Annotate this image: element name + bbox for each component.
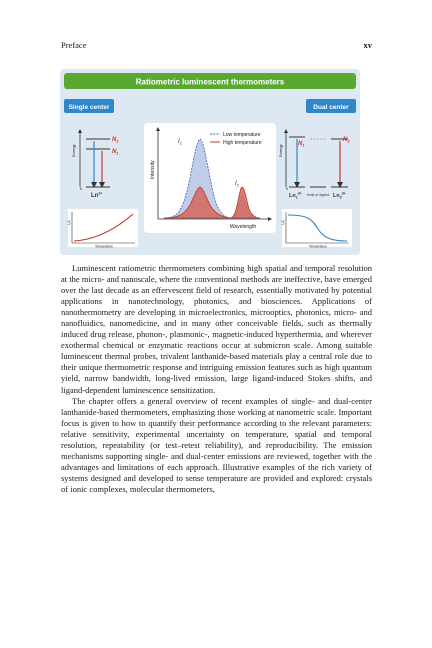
dual-energy-axis-label: Energy — [278, 144, 283, 157]
text-line: uncertainty on temperature, spatial and temporal resolution, repeatability — [61, 428, 372, 450]
figure-ratiometric-thermometers — [60, 69, 360, 255]
dual-ground-level: 0 — [285, 186, 288, 191]
dual-ion2-label: $Ln_2^{3+}$ — [333, 191, 346, 200]
text-line: poral resolution at the micro- and nanoscale, where the conventional meth — [61, 263, 372, 285]
single-energy-axis-label: Energy — [71, 144, 76, 157]
single-ratio-axis-label: I₂/I₁ — [67, 219, 71, 225]
text-line: the advantages and limitations of each approach. Illustrative examples of — [61, 450, 372, 472]
dual-ion1-label: $Ln_1^{3+}$ — [289, 191, 302, 200]
text-line: nology, photonics, and biosciences. Applications of nanothermometry are — [61, 296, 372, 318]
single-ion-label: $Ln^{3+}$ — [91, 191, 103, 199]
peak-i2-label: $I_2$ — [235, 181, 239, 188]
text-line: developing in microelectronics, microoptics, photonics, micro- and nanoflui — [61, 307, 372, 329]
text-line: metric response and intriguing emission features such as high quantum — [128, 362, 372, 373]
text-line: ods are ineffective, have emerged over the last decade as an effervescent — [61, 274, 372, 296]
text-line: mance according to the relevant parameters: relative sensitivity, experimental — [61, 417, 373, 439]
legend-low-label: Low temperature — [223, 132, 261, 138]
text-line: shifts, and ligand-dependent luminescence sensitization. — [61, 373, 372, 395]
emission-spectrum-plot — [144, 123, 276, 233]
body-text — [61, 263, 372, 495]
text-line: nanometric scale. Important focus is given to how to quantify their perfor — [61, 406, 372, 428]
single-level-n2: $N_2$ — [112, 137, 119, 144]
text-line: The chapter offers a general overview of recent examples of single- and — [72, 395, 334, 406]
text-line: Luminescent ratiometric thermometers combining high spatial and tem — [72, 263, 318, 273]
text-line: (or test–retest reliability), and reproducibility. The emission mechanisms — [61, 439, 372, 461]
intensity-axis-label: Intensity — [150, 160, 156, 179]
text-line: lanthanide-based materials play a central role due to their unique thermo — [61, 351, 372, 373]
dual-level-n1: $N_1$ — [298, 141, 305, 148]
peak-i1-label: $I_1$ — [178, 139, 182, 146]
single-center-label: Single center — [68, 104, 110, 111]
text-line: supporting single- and dual-center emissions are reviewed, together with — [105, 450, 362, 461]
text-line: induced drug release, phonon-, plasmonic-, magnetic-induced hyperthermia, — [61, 329, 326, 340]
text-line: field of research, essentially motivated by potential applications in nanotech — [61, 285, 372, 307]
running-header-title: Preface — [61, 40, 87, 50]
dual-center-ratio-plot — [281, 209, 352, 249]
dual-level-n2: $N_2$ — [343, 137, 350, 144]
text-line: cron scale. Among suitable luminescent thermal probes, trivalent — [61, 340, 372, 362]
figure-banner-text: Ratiometric luminescent thermometers — [135, 77, 285, 87]
text-line: the rich variety of systems designed and developed to sense temperature are — [61, 461, 373, 483]
single-center-ratio-plot — [67, 209, 138, 249]
legend-high-label: High temperature — [223, 140, 262, 146]
single-ground-level: 0 — [79, 186, 82, 191]
text-line: dics, nanomedicine, and in many other conceivable fields, such as thermally — [89, 318, 372, 329]
paragraph-2 — [61, 396, 372, 495]
text-line: provided and explored: crystals of ionic complexes, molecular thermometers, — [61, 472, 372, 494]
paragraph-1 — [61, 263, 372, 396]
single-temp-axis-label: Temperature — [95, 244, 113, 249]
dual-ratio-axis-label: I₂/I₁ — [281, 219, 285, 225]
text-line: dual-center lanthanide-based thermometers, emphasizing those working at — [61, 395, 372, 417]
text-line: yield, narrow bandwidth, long-lived emission, large ligand-induced Stokes — [61, 373, 335, 384]
dual-host-label: Host or ligand — [306, 193, 330, 197]
wavelength-axis-label: Wavelength — [229, 224, 257, 230]
page-number: xv — [363, 40, 372, 50]
dual-center-label: Dual center — [313, 104, 349, 111]
single-level-n1: $N_1$ — [112, 149, 119, 156]
text-line: and wherever exothermal chemical or enzymatic reactions occur at submi — [61, 329, 372, 351]
dual-temp-axis-label: Temperature — [309, 244, 327, 249]
